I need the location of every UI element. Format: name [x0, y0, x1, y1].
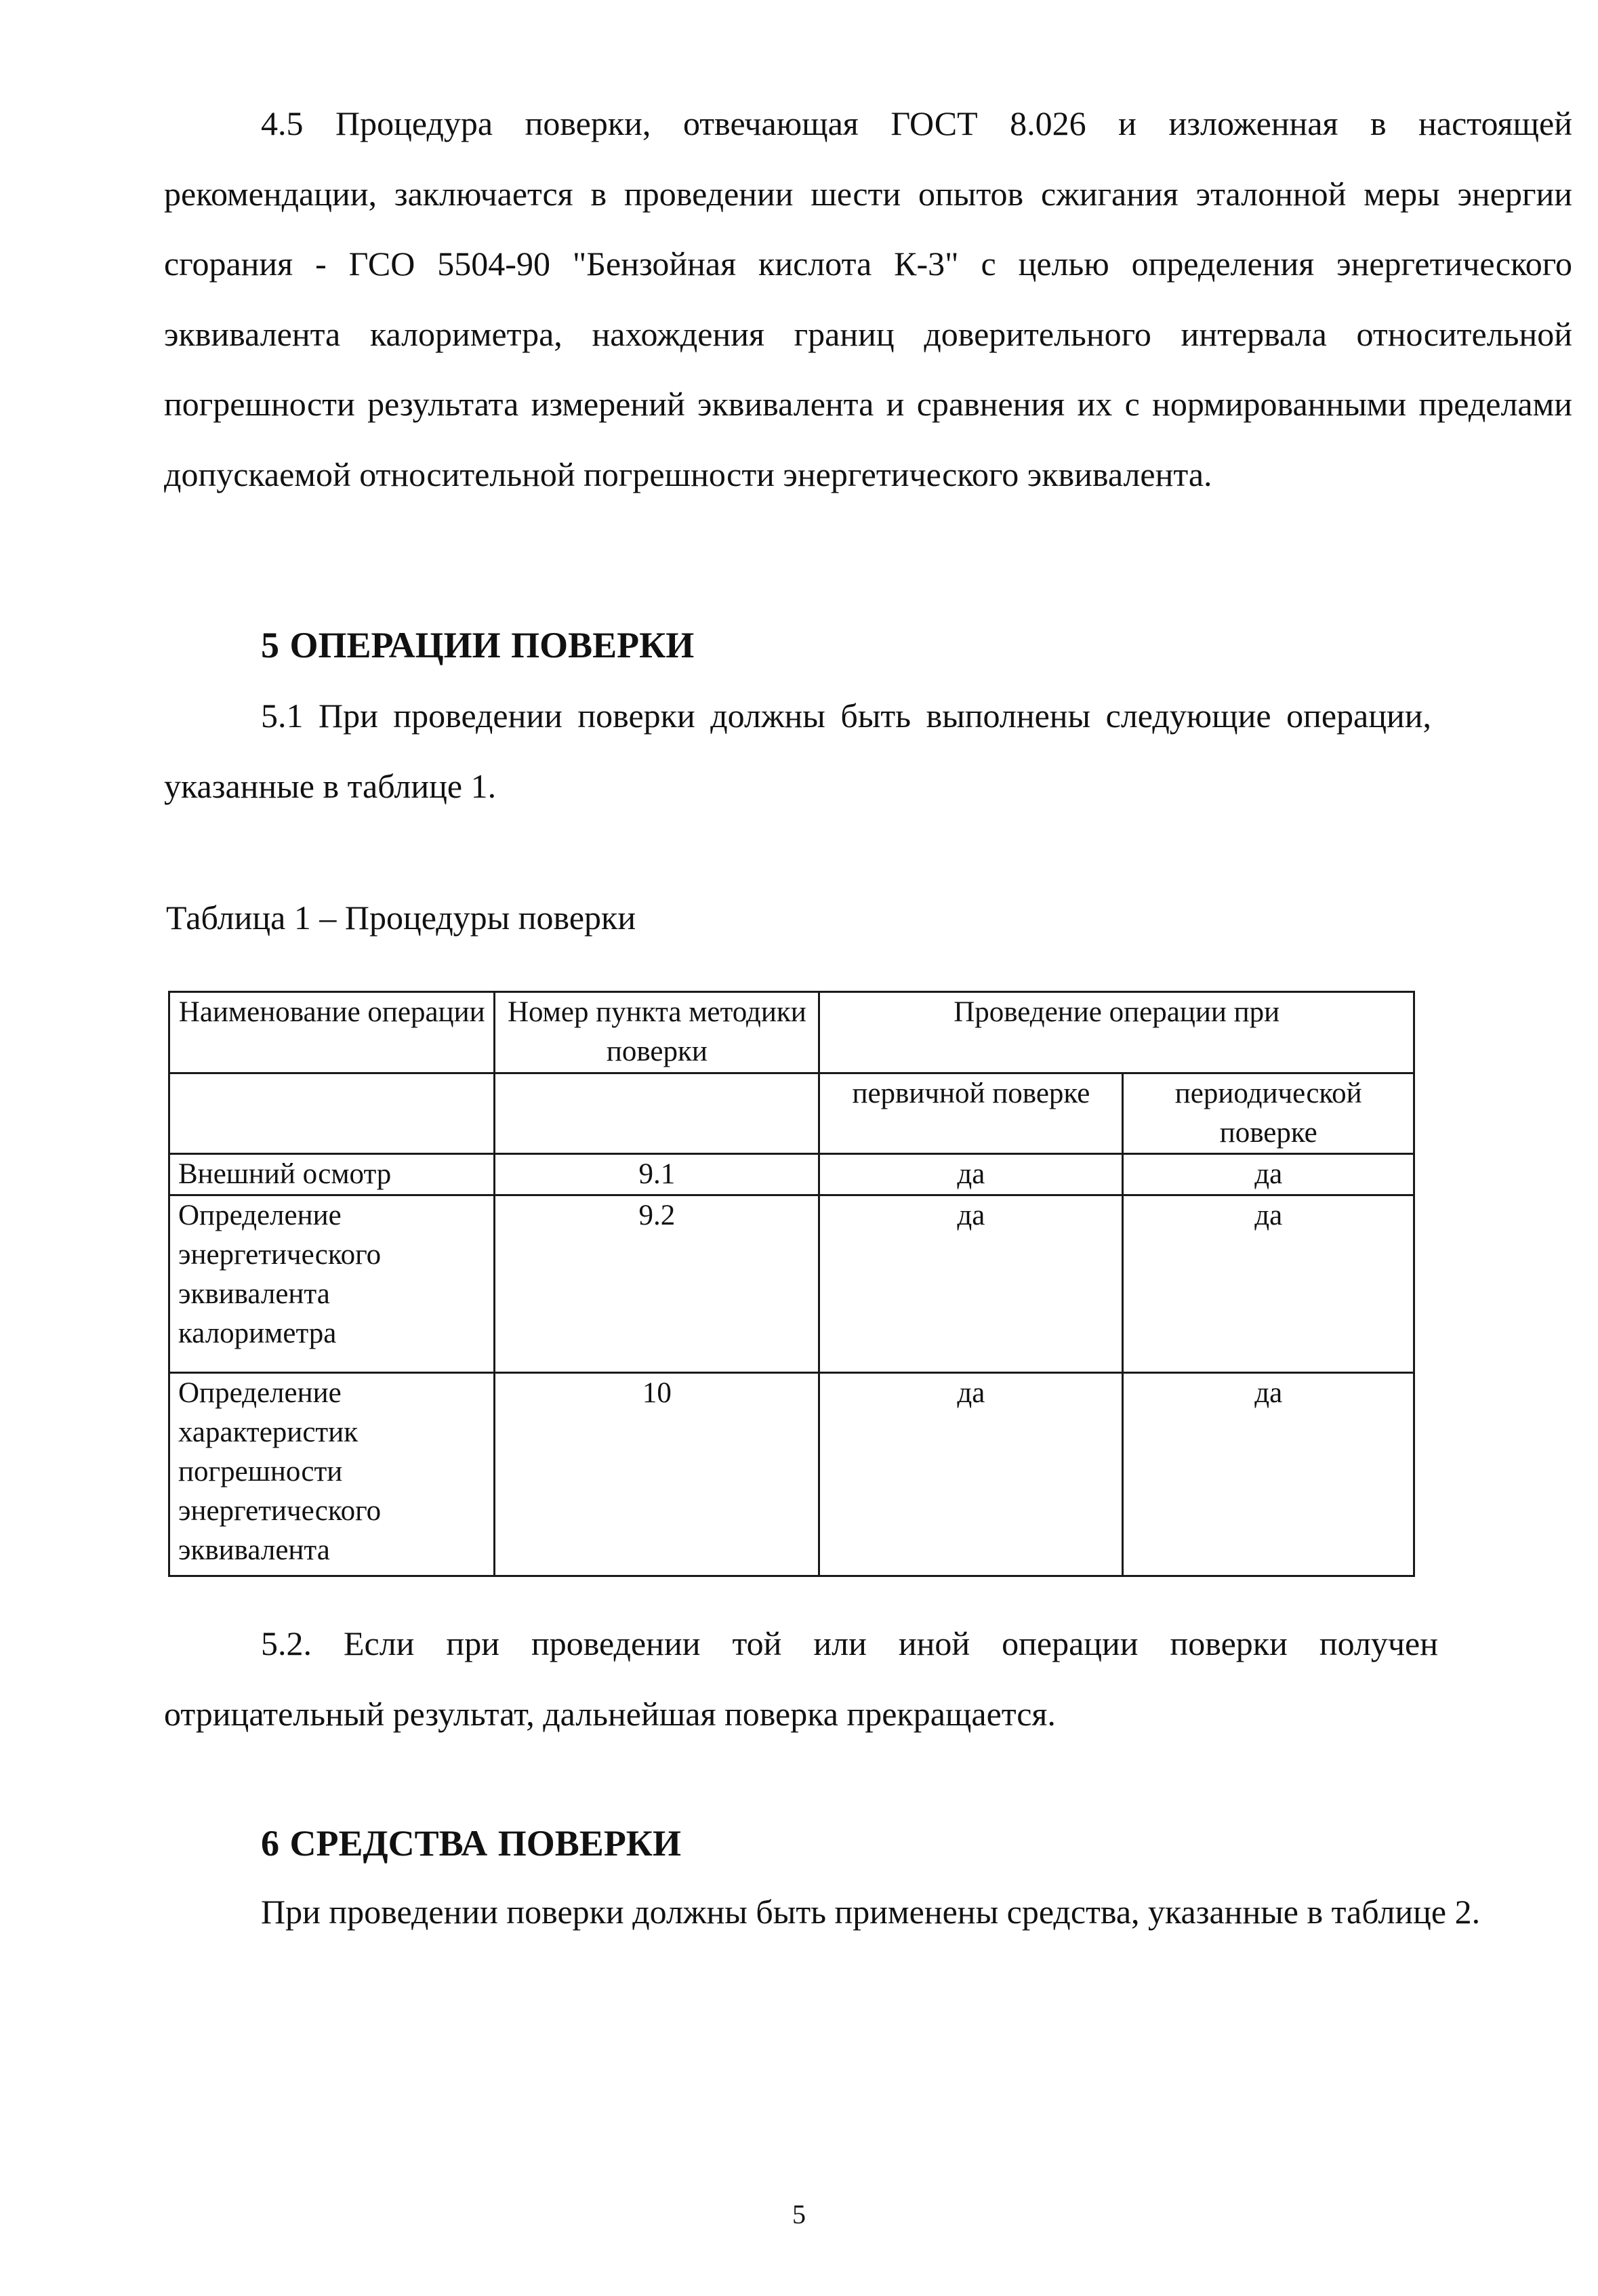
item-number-cell: 9.1	[495, 1154, 819, 1195]
subheader-empty-cell	[169, 1073, 495, 1154]
periodic-verification-cell: да	[1123, 1154, 1414, 1195]
paragraph-4-5: 4.5 Процедура поверки, отвечающая ГОСТ 8.026 и изложенная в настоящей рекомендации, заключается в проведении шести опытов сжигания эталонной меры энергии сгорания - ГСО 5504-90 "Бензойная кислота К-3" с целью определения энергетического эквивалента калориметра, нахождения границ доверительного интервала относительной погрешности результата измерений эквивалента и сравнения их с нормированными пределами допускаемой относительной погрешности энергетического эквивалента.	[164, 104, 1572, 493]
page-number: 5	[792, 2199, 806, 2230]
header-performed-at: Проведение операции при	[819, 992, 1414, 1073]
operation-name-cell: Определение энергетического эквивалента калориметра	[169, 1195, 495, 1373]
section-6-heading: 6 СРЕДСТВА ПОВЕРКИ	[261, 1823, 681, 1864]
table-subheader-row	[169, 1073, 1414, 1154]
primary-verification-cell: да	[819, 1195, 1123, 1373]
periodic-verification-cell: да	[1123, 1373, 1414, 1576]
primary-verification-cell: да	[819, 1373, 1123, 1576]
operation-name-cell: Определение характеристик погрешности энергетического эквивалента	[169, 1373, 495, 1576]
table-row	[169, 1373, 1414, 1576]
paragraph-6: При проведении поверки должны быть применены средства, указанные в таблице 2.	[261, 1893, 1481, 1931]
header-item-number: Номер пункта методики поверки	[495, 992, 819, 1073]
table-row	[169, 1195, 1414, 1373]
table-row	[169, 1154, 1414, 1195]
header-primary-verification: первичной поверке	[819, 1073, 1123, 1154]
item-number-cell: 10	[495, 1373, 819, 1576]
table-header-row	[169, 992, 1414, 1073]
item-number-cell: 9.2	[495, 1195, 819, 1373]
paragraph-5-1: 5.1 При проведении поверки должны быть выполнены следующие операции, указанные в таблице 1.	[164, 697, 1431, 805]
table-1-caption: Таблица 1 – Процедуры поверки	[166, 899, 636, 937]
subheader-empty-cell	[495, 1073, 819, 1154]
header-operation-name: Наименование операции	[169, 992, 495, 1073]
verification-operations-table	[168, 991, 1415, 1577]
paragraph-5-2: 5.2. Если при проведении той или иной операции поверки получен отрицательный результат, дальнейшая поверка прекращается.	[164, 1624, 1438, 1733]
section-5-heading: 5 ОПЕРАЦИИ ПОВЕРКИ	[261, 625, 695, 665]
header-periodic-verification: периодической поверке	[1123, 1073, 1414, 1154]
primary-verification-cell: да	[819, 1154, 1123, 1195]
operation-name-cell: Внешний осмотр	[169, 1154, 495, 1195]
periodic-verification-cell: да	[1123, 1195, 1414, 1373]
